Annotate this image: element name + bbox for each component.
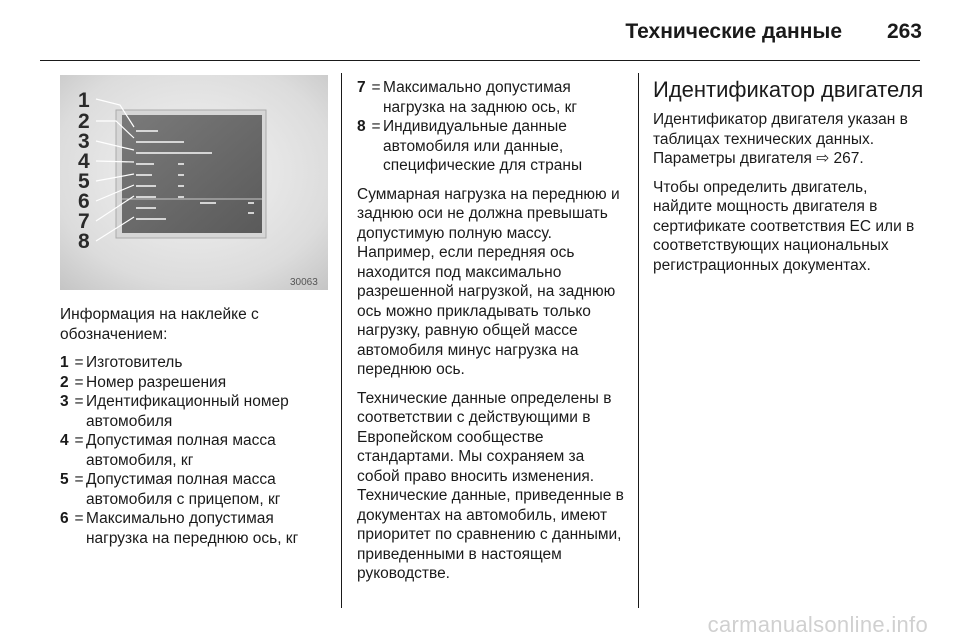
legend-equals: = [371,118,381,135]
legend-number: 3 [60,393,69,410]
legend-equals: = [74,510,84,527]
callout-number-3: 3 [78,130,90,153]
legend-number: 7 [357,79,366,96]
legend-item [60,470,328,509]
page-header-title: Технические данные [625,20,842,43]
legend-number: 6 [60,510,69,527]
header-rule [40,60,920,61]
legend-number: 4 [60,432,69,449]
legend-number: 1 [60,354,69,371]
column-divider-right [638,73,639,608]
legend-number: 8 [357,118,366,135]
section-heading: Идентификатор двигателя [653,77,924,102]
legend-intro: Информация на наклейке с обозначением: [60,306,259,343]
column-1 [60,305,328,548]
legend-item [60,392,328,431]
callout-number-6: 6 [78,190,90,213]
legend-text: Номер разрешения [86,373,227,391]
legend-item [60,431,328,470]
legend-equals: = [74,373,84,391]
column-3 [653,78,928,284]
callout-number-7: 7 [78,210,90,233]
legend-text: Максимально допустимая нагрузка на переднюю ось, кг [86,510,299,547]
legend-item [60,353,328,373]
engine-determine-paragraph: Чтобы определить двигатель, найдите мощность двигателя в сертификате соответствия ЕС или в соответствующих национальных регистрационных документах. [653,178,915,274]
legend-item [60,373,328,393]
callout-number-4: 4 [78,150,90,173]
standards-paragraph: Технические данные определены в соответствии с действующими в Европейском сообществе стандартами. Мы сохраняем за собой право вносить изменения. Технические данные, приведенные в документах на автомобиль, имеют приоритет по сравнению с данными, приведенными в настоящем руководстве. [357,389,624,582]
legend-text: Изготовитель [86,354,183,371]
legend-list-2 [357,78,627,176]
vehicle-plate-illustration [60,75,328,290]
legend-equals: = [74,393,84,410]
legend-text: Идентификационный номер автомобиля [86,393,289,430]
callout-number-2: 2 [78,110,90,133]
callout-numbers [78,89,90,253]
legend-equals: = [371,79,381,96]
callout-number-8: 8 [78,230,90,253]
figure-code: 30063 [290,277,318,288]
legend-text: Допустимая полная масса автомобиля с прицепом, кг [86,471,281,508]
legend-equals: = [74,354,84,371]
legend-equals: = [74,432,84,449]
legend-number: 5 [60,471,69,488]
column-divider-left [341,73,342,608]
legend-item [357,78,627,117]
legend-list-1 [60,353,328,548]
legend-item [60,509,328,548]
watermark-site: carmanualsonline.info [707,612,928,637]
callout-number-5: 5 [78,170,90,193]
legend-equals: = [74,471,84,488]
column-2 [357,78,627,593]
vehicle-plate-figure [60,75,328,290]
legend-text: Максимально допустимая нагрузка на заднюю ось, кг [383,79,578,116]
legend-text: Индивидуальные данные автомобиля или данные, специфические для страны [383,118,583,174]
legend-number: 2 [60,373,69,391]
page-number: 263 [886,20,922,43]
axle-load-paragraph: Суммарная нагрузка на переднюю и заднюю оси не должна превышать допустимую полную массу. Например, если передняя ось находится под максимально разрешенной нагрузкой, на заднюю ось можно прикладывать только нагрузку, равную общей массе автомобиля минус нагрузка на переднюю ось. [357,185,620,378]
callout-number-1: 1 [78,89,90,112]
legend-text: Допустимая полная масса автомобиля, кг [86,432,276,469]
legend-item [357,117,627,176]
engine-id-paragraph: Идентификатор двигателя указан в таблицах технических данных. Параметры двигателя ⇨ 267. [653,111,908,167]
